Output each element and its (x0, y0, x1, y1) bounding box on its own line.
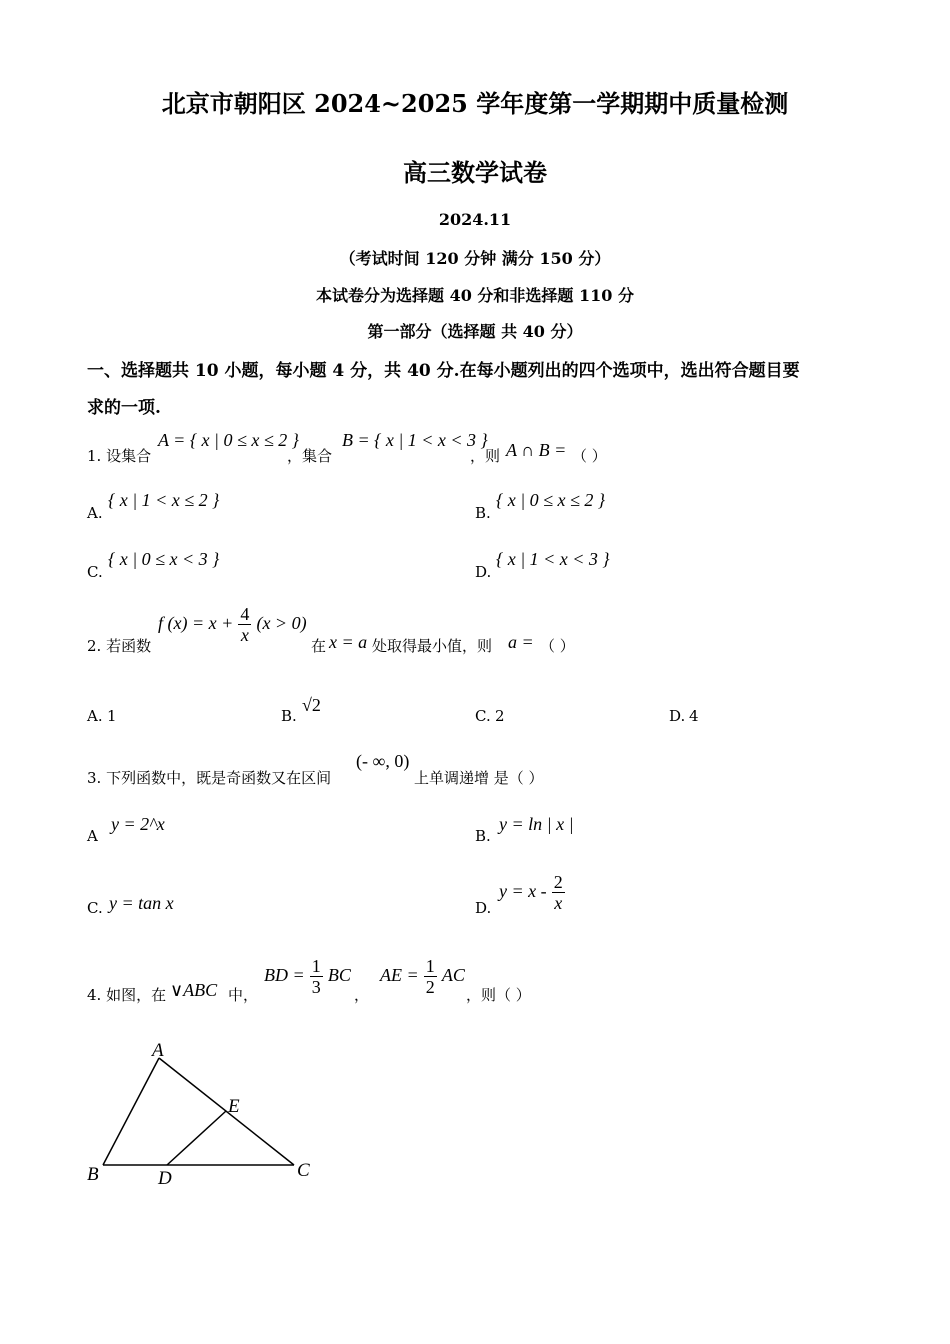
side-ab (103, 1058, 159, 1165)
q2-option-d-text: 4 (689, 707, 699, 725)
q3-interval: (- ∞, 0) (356, 751, 410, 771)
side-ac (159, 1058, 294, 1165)
q2-option-a-label: A. (87, 707, 103, 725)
q3-option-d-num: 2 (553, 872, 563, 892)
q2-option-c-label: C. (475, 707, 491, 725)
exam-subtitle: 高三数学试卷 (403, 158, 547, 187)
q3-option-b-text: y = ln | x | (499, 814, 574, 834)
q1-blank: （ ） (572, 447, 607, 465)
q4-suffix: ，则（ ） (466, 986, 531, 1004)
q4-comma: ， (354, 986, 370, 1004)
score-split: 本试卷分为选择题 40 分和非选择题 110 分 (316, 286, 634, 305)
q3-option-d-text: y = x - (499, 881, 547, 901)
segment-de (167, 1111, 226, 1165)
part-one-heading: 第一部分（选择题 共 40 分） (367, 322, 583, 341)
q2-mid: 在 (311, 637, 327, 655)
vertex-c-label: C (297, 1160, 310, 1181)
q2-function-right: (x > 0) (256, 613, 307, 633)
q4-eq1-num: 1 (311, 956, 321, 976)
q2-ask: a = (508, 632, 534, 652)
q4-eq1-right: BC (327, 965, 351, 985)
q4-equation-2 (380, 956, 465, 997)
q4-triangle: ∨ABC (170, 980, 218, 1000)
section-instruction-line1: 一、选择题共 10 小题，每小题 4 分，共 40 分.在每小题列出的四个选项中，选出符合题目要 (87, 361, 800, 381)
q2-condition: x = a (329, 632, 368, 652)
q2-option-b-text: √2 (302, 695, 321, 715)
q3-option-d-label: D. (475, 899, 492, 917)
q2-option-a-text: 1 (107, 707, 117, 725)
q1-option-b-label: B. (475, 504, 491, 522)
point-e-label: E (228, 1096, 240, 1117)
q3-option-c-label: C. (87, 899, 103, 917)
q1-option-d-label: D. (475, 563, 492, 581)
q3-option-d-expression (499, 872, 565, 913)
q4-eq1-den: 3 (311, 977, 321, 997)
q1-option-a-label: A. (87, 504, 103, 522)
q1-option-a-text: { x | 1 < x ≤ 2 } (108, 490, 220, 510)
exam-info: （考试时间 120 分钟 满分 150 分） (339, 249, 611, 268)
q2-function (158, 604, 307, 645)
vertex-a-label: A (152, 1040, 164, 1061)
vertex-b-label: B (87, 1164, 99, 1185)
q2-option-c-text: 2 (495, 707, 505, 725)
q1-option-c-text: { x | 0 ≤ x < 3 } (108, 549, 220, 569)
q1-expression: A ∩ B = (506, 440, 567, 460)
q2-fraction-den: x (240, 625, 249, 645)
q2-text: 处取得最小值，则 (372, 637, 493, 655)
exam-date: 2024.11 (438, 210, 512, 229)
q4-equation-1 (264, 956, 351, 997)
q3-prefix: 3. 下列函数中，既是奇函数又在区间 (87, 769, 332, 787)
q3-option-d-fraction (552, 872, 565, 913)
q2-prefix: 2. 若函数 (87, 637, 152, 655)
q1-option-d-text: { x | 1 < x < 3 } (496, 549, 610, 569)
point-d-label: D (158, 1168, 172, 1189)
q4-prefix: 4. 如图，在 (87, 986, 167, 1004)
q1-set-a: A = { x | 0 ≤ x ≤ 2 } (158, 430, 299, 450)
q3-option-c-text: y = tan x (109, 893, 174, 913)
q1-ask-prefix: ，则 (470, 447, 501, 465)
q2-function-left: f (x) = x + (158, 613, 234, 633)
q3-option-a-text: y = 2^x (111, 814, 165, 834)
q1-option-c-label: C. (87, 563, 103, 581)
q4-eq2-fraction (424, 956, 437, 997)
exam-title: 北京市朝阳区 2024~2025 学年度第一学期期中质量检测 (161, 89, 789, 118)
q4-eq2-den: 2 (425, 977, 435, 997)
q4-eq1-left: BD = (264, 965, 305, 985)
q1-prefix: 1. 设集合 (87, 447, 152, 465)
q3-option-a-label: A (87, 827, 98, 845)
q1-option-b-text: { x | 0 ≤ x ≤ 2 } (496, 490, 606, 510)
q4-triangle-figure (80, 1030, 340, 1200)
q3-option-b-label: B. (475, 827, 491, 845)
q2-fraction (238, 604, 251, 645)
q2-fraction-num: 4 (240, 604, 250, 624)
q4-eq2-left: AE = (380, 965, 419, 985)
q1-set-b: B = { x | 1 < x < 3 } (342, 430, 488, 450)
q2-option-b-label: B. (281, 707, 297, 725)
q4-mid: 中， (228, 986, 259, 1004)
q4-eq1-fraction (310, 956, 323, 997)
q2-blank: （ ） (540, 637, 575, 655)
section-instruction-line2: 求的一项. (87, 398, 161, 418)
q3-suffix: 上单调递增 是（ ） (414, 769, 544, 787)
q4-eq2-right: AC (441, 965, 465, 985)
q2-option-d-label: D. (669, 707, 686, 725)
q3-option-d-den: x (554, 893, 563, 913)
q4-eq2-num: 1 (425, 956, 435, 976)
q1-mid: ，集合 (287, 447, 333, 465)
